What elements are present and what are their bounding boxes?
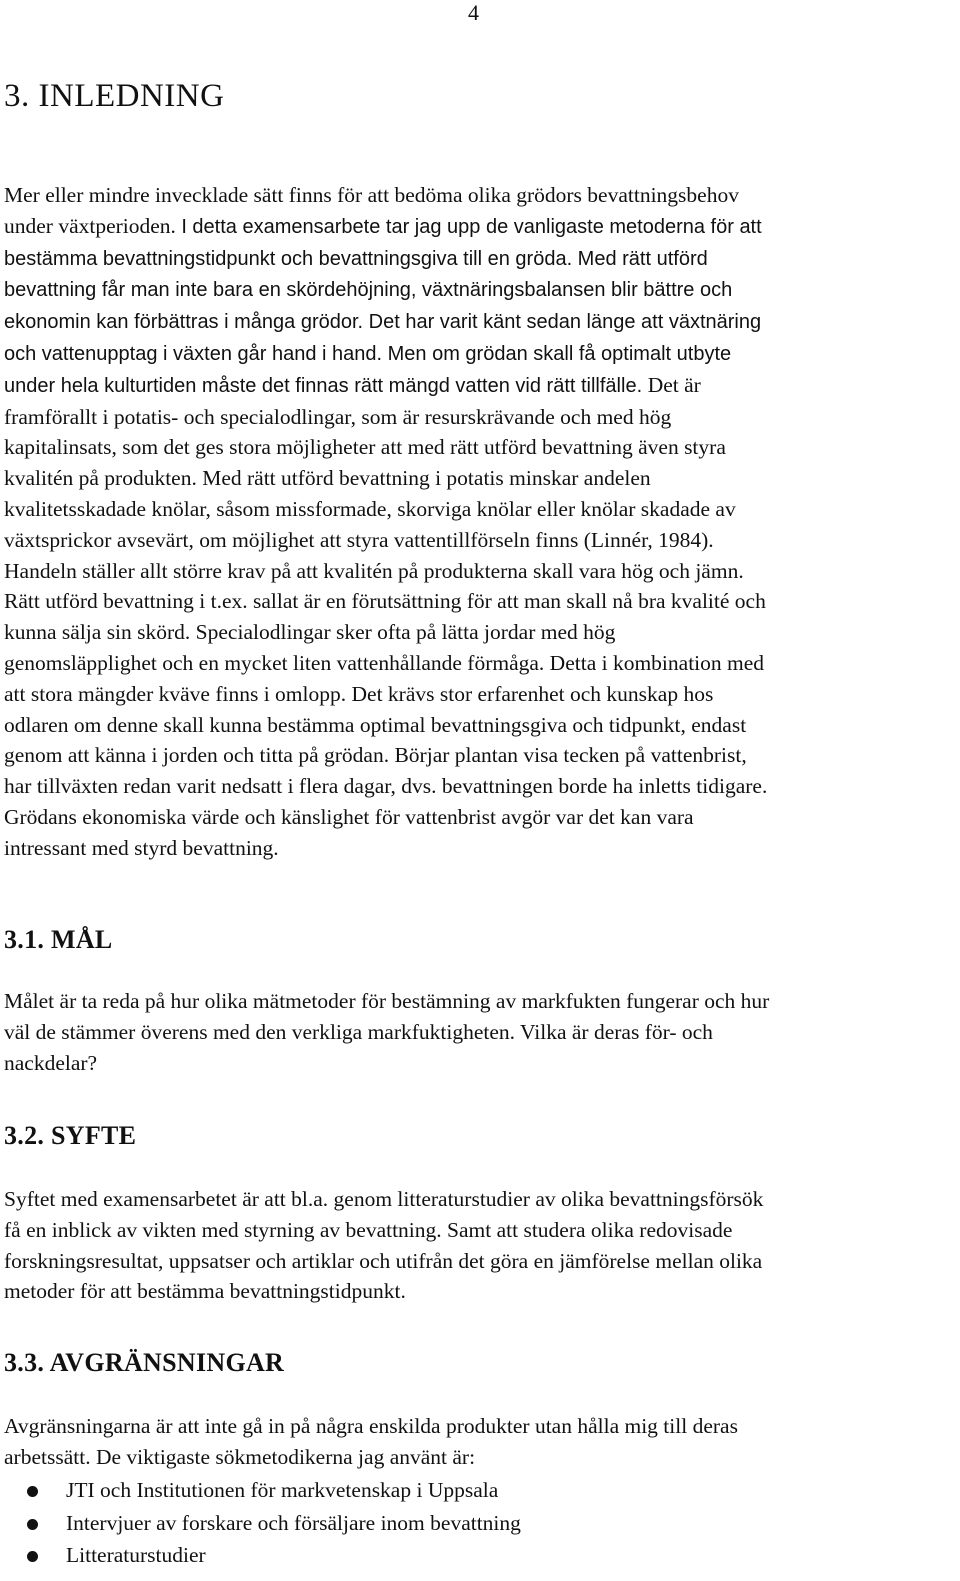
text-segment: Mer eller mindre invecklade sätt finns för att bedöma olika grödors bevattningsbehov — [4, 183, 739, 207]
intro-line — [4, 802, 767, 833]
text-segment: kvalitetsskadade knölar, såsom missformade, skorviga knölar eller knölar skadade av — [4, 496, 736, 521]
intro-line — [4, 306, 767, 338]
text-segment: kapitalinsats, som det ges stora möjligheter att med rätt utförd bevattning även styra — [4, 435, 726, 460]
intro-line — [4, 494, 767, 525]
text-segment: Det är — [647, 372, 701, 397]
text-segment: genom att känna i jorden och titta på grödan. Börjar plantan visa tecken på vattenbrist, — [4, 743, 747, 768]
text-segment: ekonomin kan förbättras i många grödor. Det har varit känt sedan länge att växtnäring — [4, 311, 762, 334]
intro-line — [4, 274, 767, 306]
text-segment: Rätt utförd bevattning i t.ex. sallat är en förutsättning för att man skall nå bra kvalité och — [4, 589, 766, 614]
text-segment: I detta examensarbete tar jag upp de vanligaste metoderna för att — [181, 215, 762, 238]
avgransningar-paragraph — [4, 1411, 738, 1473]
text-segment: framförallt i potatis- och specialodlingar, som är resurskrävande och med hög — [4, 404, 672, 429]
syfte-paragraph — [4, 1184, 763, 1307]
text-segment: har tillväxten redan varit nedsatt i flera dagar, dvs. bevattningen borde ha inletts tidigare. — [4, 774, 768, 799]
text-segment: Grödans ekonomiska värde och känslighet för vattenbrist avgör var det kan vara — [4, 804, 694, 829]
bullet-icon — [27, 1486, 38, 1497]
list-item-text: Litteraturstudier — [66, 1543, 206, 1567]
search-methods-list — [0, 1474, 521, 1572]
text-segment: och vattenupptag i växten går hand i hand. Men om grödan skall få optimalt utbyte — [4, 342, 732, 365]
section-heading-syfte: 3.2. SYFTE — [4, 1121, 137, 1150]
intro-line — [4, 617, 767, 648]
intro-line — [4, 771, 767, 802]
intro-line — [4, 833, 767, 864]
page-number: 4 — [468, 0, 479, 25]
avgransningar-line: arbetssätt. De viktigaste sökmetodikerna jag använt är: — [4, 1444, 476, 1469]
section-heading-avgransningar: 3.3. AVGRÄNSNINGAR — [4, 1348, 285, 1377]
intro-line — [4, 463, 767, 494]
text-segment: bevattning får man inte bara en skördehöjning, växtnäringsbalansen blir bättre och — [4, 279, 733, 302]
text-segment: Handeln ställer allt större krav på att kvalitén på produkterna skall vara hög och jämn. — [4, 558, 744, 583]
list-item-text: JTI och Institutionen för markvetenskap i Uppsala — [66, 1478, 499, 1502]
text-segment: under växtperioden. — [4, 213, 182, 238]
chapter-heading: 3. INLEDNING — [4, 78, 225, 114]
mal-paragraph — [4, 986, 769, 1078]
intro-line — [4, 402, 767, 433]
list-item — [0, 1507, 521, 1540]
intro-line — [4, 370, 767, 402]
syfte-line: Syftet med examensarbetet är att bl.a. genom litteraturstudier av olika bevattningsförsök — [4, 1187, 764, 1211]
intro-line — [4, 586, 767, 617]
text-segment: odlaren om denne skall kunna bestämma optimal bevattningsgiva och tidpunkt, endast — [4, 712, 747, 737]
intro-line — [4, 180, 767, 211]
text-segment: intressant med styrd bevattning. — [4, 835, 279, 860]
syfte-line: forskningsresultat, uppsatser och artiklar och utifrån det göra en jämförelse mellan olika — [4, 1248, 763, 1273]
intro-line — [4, 648, 767, 679]
avgransningar-line: Avgränsningarna är att inte gå in på några enskilda produkter utan hålla mig till deras — [4, 1414, 738, 1438]
intro-line — [4, 432, 767, 463]
section-heading-mal: 3.1. MÅL — [4, 925, 113, 954]
text-segment: kunna sälja sin skörd. Specialodlingar sker ofta på lätta jordar med hög — [4, 620, 616, 645]
list-item-text: Intervjuer av forskare och försäljare inom bevattning — [66, 1510, 521, 1535]
text-segment: att stora mängder kväve finns i omlopp. Det krävs stor erfarenhet och kunskap hos — [4, 681, 714, 706]
intro-line — [4, 710, 767, 741]
intro-line — [4, 740, 767, 771]
intro-line — [4, 525, 767, 556]
intro-line — [4, 556, 767, 587]
intro-line — [4, 243, 767, 275]
intro-line — [4, 211, 767, 243]
text-segment: kvalitén på produkten. Med rätt utförd bevattning i potatis minskar andelen — [4, 466, 651, 491]
intro-line — [4, 338, 767, 370]
bullet-icon — [27, 1551, 38, 1562]
text-segment: under hela kulturtiden måste det finnas rätt mängd vatten vid rätt tillfälle. — [4, 374, 648, 397]
intro-paragraph — [4, 180, 767, 864]
text-segment: genomsläpplighet och en mycket liten vattenhållande förmåga. Detta i kombination med — [4, 650, 765, 675]
text-segment: växtsprickor avsevärt, om möjlighet att styra vattentillförseln finns (Linnér, 1984). — [4, 527, 714, 552]
bullet-icon — [27, 1519, 38, 1530]
syfte-line: metoder för att bestämma bevattningstidpunkt. — [4, 1279, 406, 1304]
text-segment: bestämma bevattningstidpunkt och bevattningsgiva till en gröda. Med rätt utförd — [4, 247, 708, 270]
syfte-line: få en inblick av vikten med styrning av bevattning. Samt att studera olika redovisade — [4, 1217, 733, 1242]
list-item — [0, 1474, 521, 1507]
mal-line: Målet är ta reda på hur olika mätmetoder för bestämning av markfukten fungerar och hur — [4, 989, 770, 1013]
list-item — [0, 1539, 521, 1572]
mal-line: väl de stämmer överens med den verkliga markfuktigheten. Vilka är deras för- och — [4, 1019, 713, 1044]
mal-line: nackdelar? — [4, 1050, 98, 1075]
intro-line — [4, 679, 767, 710]
